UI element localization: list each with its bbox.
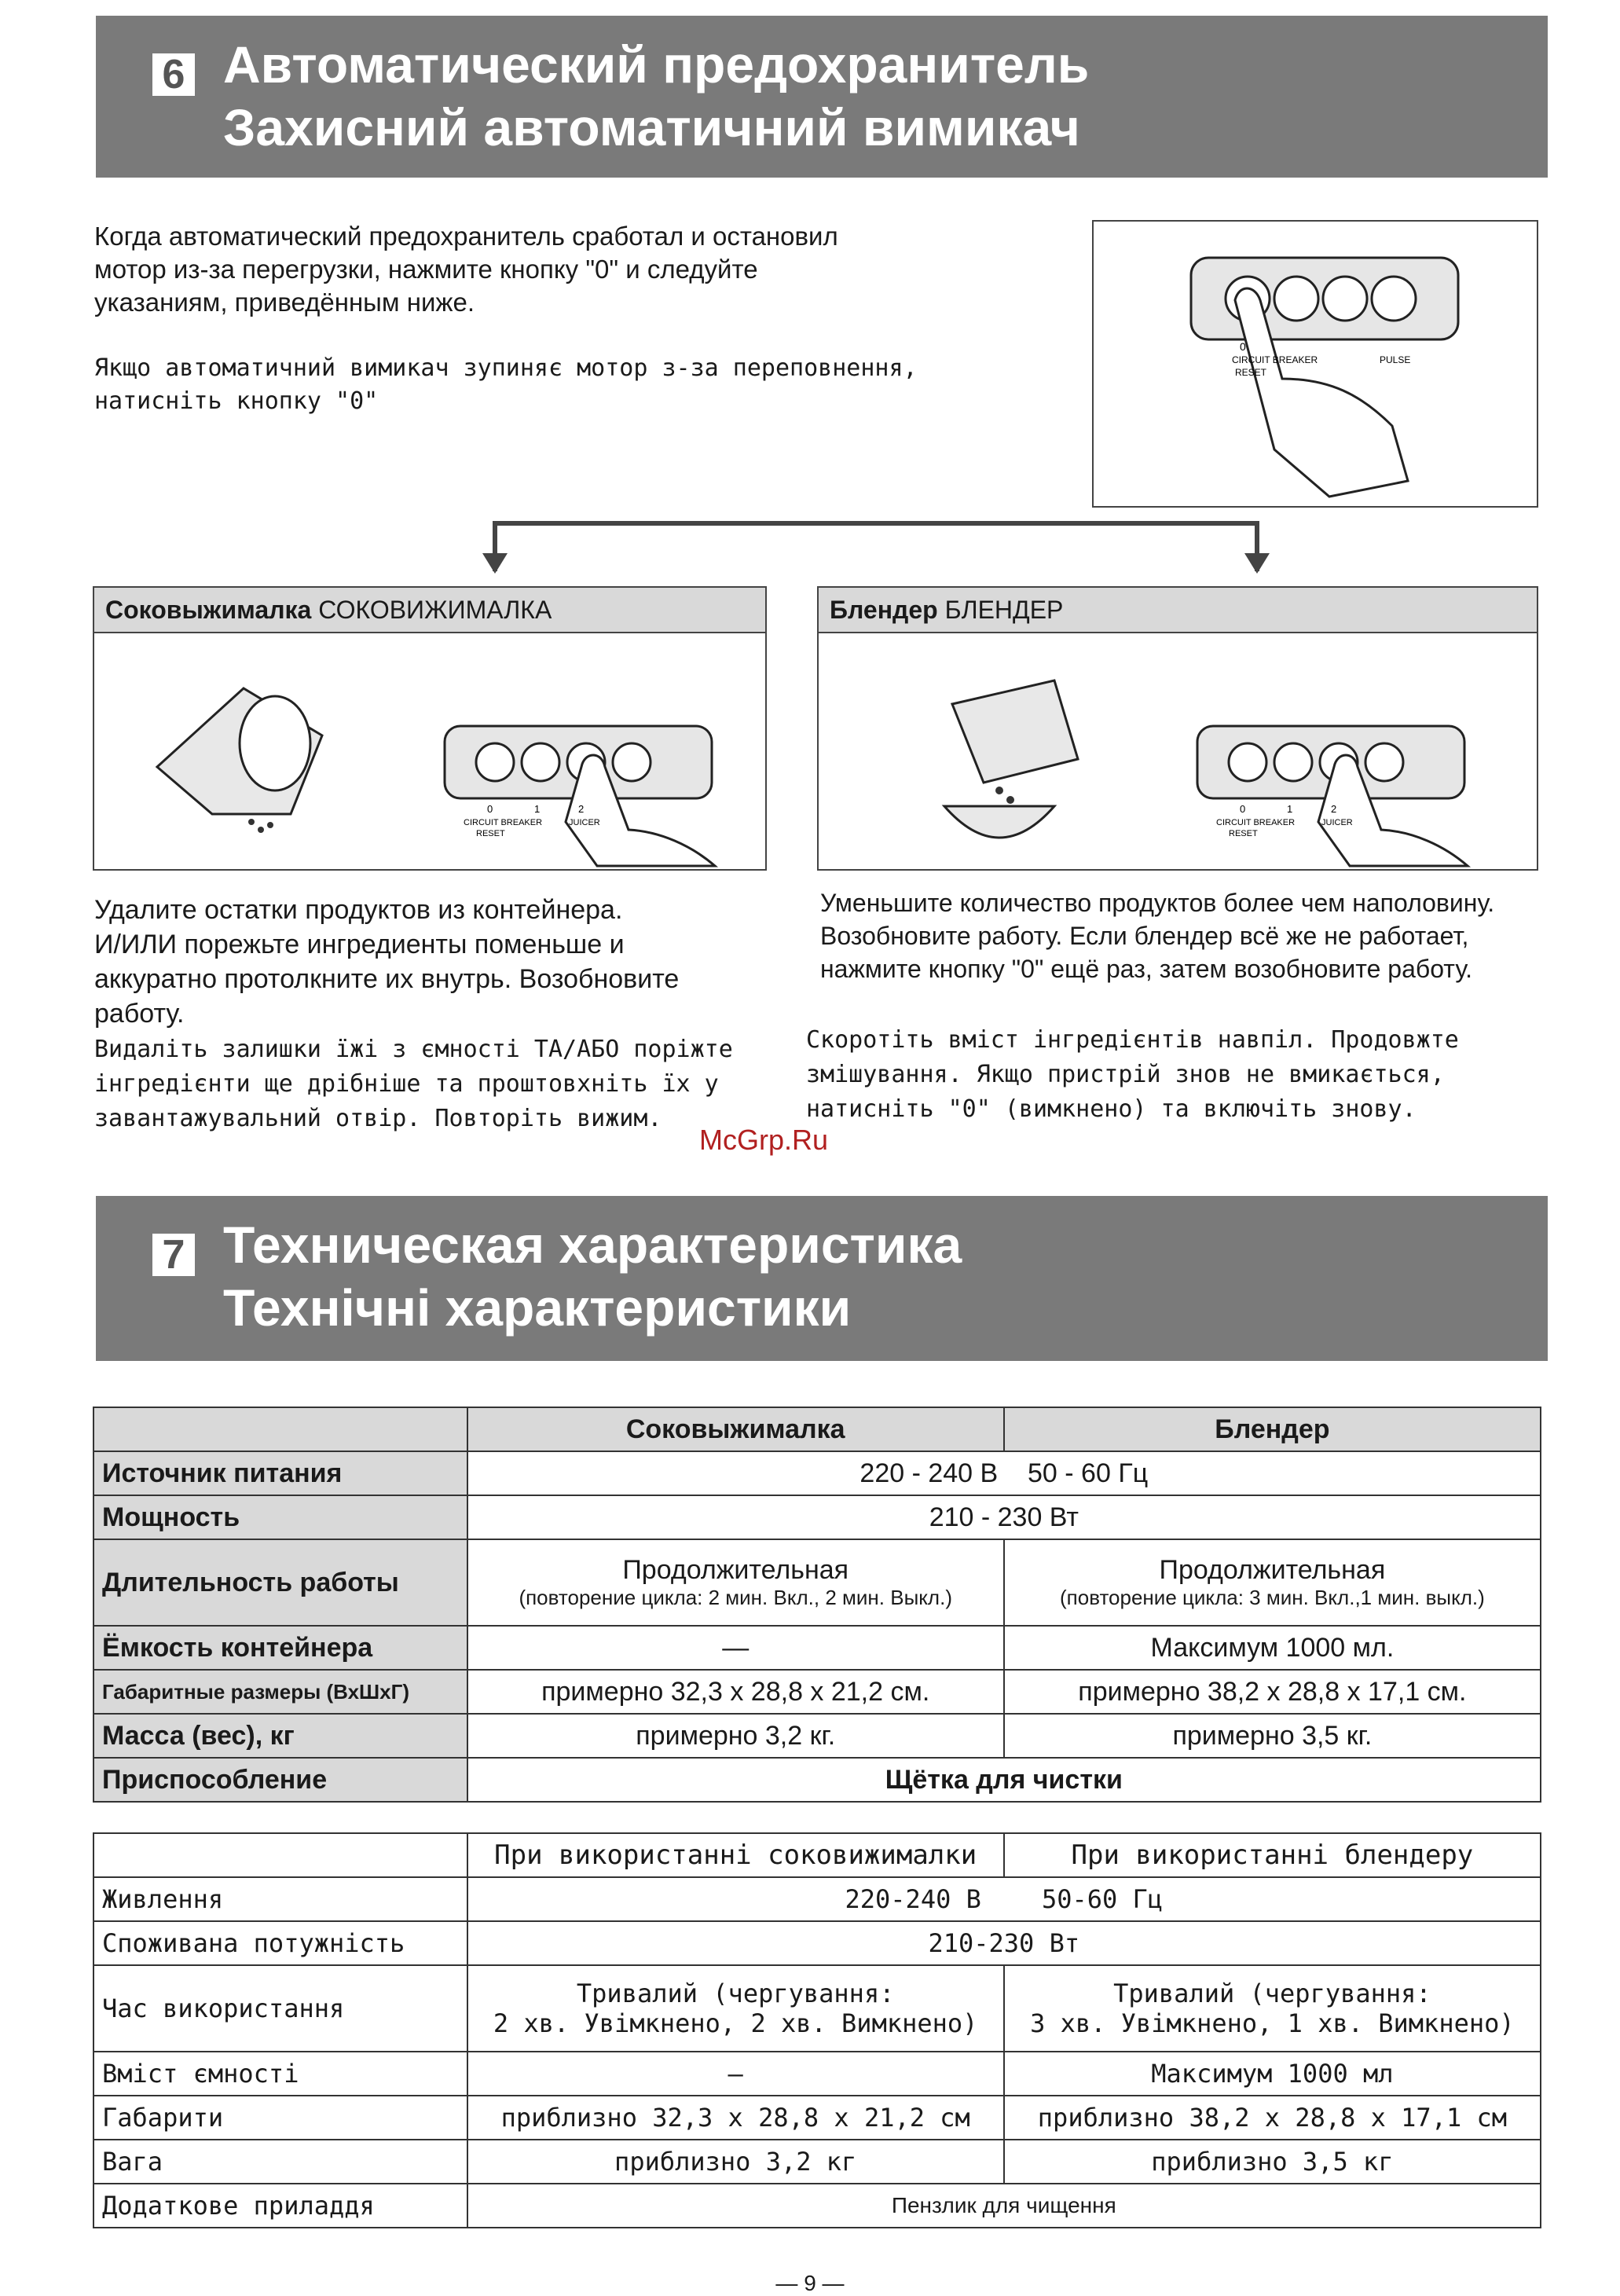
svg-text:0: 0	[1240, 803, 1246, 815]
section-title-ru: Техническая характеристика	[223, 1216, 962, 1274]
svg-text:JUICER: JUICER	[1321, 818, 1353, 827]
table-row: Споживана потужність 210-230 Вт	[93, 1921, 1541, 1965]
svg-text:CIRCUIT BREAKER: CIRCUIT BREAKER	[1232, 354, 1318, 365]
table-row: Живлення 220-240 В 50-60 Гц	[93, 1877, 1541, 1921]
blender-box-header: Блендер БЛЕНДЕР	[819, 588, 1537, 633]
juicer-box	[93, 586, 767, 871]
intro-ru: Когда автоматический предохранитель сработал и остановил мотор из-за перегрузки, нажмите кнопку "0" и следуйте указаниям, приведённым ниже.	[94, 222, 838, 317]
blender-text-ru: Уменьшите количество продуктов более чем наполовину. Возобновите работу. Если блендер всё же не работает, нажмите кнопку "0" ещё раз, затем возобновите работу.	[820, 889, 1495, 983]
table-row: Источник питания 220 - 240 В 50 - 60 Гц	[93, 1451, 1541, 1495]
table-row: Ёмкость контейнера — Максимум 1000 мл.	[93, 1626, 1541, 1670]
blender-box	[817, 586, 1538, 871]
section-title-ru: Автоматический предохранитель	[223, 35, 1090, 94]
table-header-row	[93, 1833, 1541, 1877]
section-title-uk: Захисний автоматичний вимикач	[223, 98, 1080, 156]
column-header: При використанні соковижималки	[467, 1833, 1004, 1877]
table-row: Масса (вес), кг примерно 3,2 кг. примерно 3,5 кг.	[93, 1714, 1541, 1758]
section-number: 7	[152, 1234, 195, 1276]
table-row: Длительность работы Продолжительная (повторение цикла: 2 мин. Вкл., 2 мин. Выкл.) Продолжительная (повторение цикла: 3 мин. Вкл.,1 мин. выкл.)	[93, 1539, 1541, 1626]
table-header-row	[93, 1407, 1541, 1451]
svg-text:RESET: RESET	[1229, 829, 1258, 838]
watermark: McGrp.Ru	[699, 1124, 829, 1156]
flow-arrows	[471, 512, 1288, 575]
page-number: — 9 —	[775, 2271, 845, 2295]
juicer-illustration	[94, 633, 765, 869]
svg-text:RESET: RESET	[1235, 367, 1267, 378]
section-7-banner	[96, 1196, 1548, 1361]
svg-text:1: 1	[1287, 803, 1293, 815]
table-row: Вміст ємності — Максимум 1000 мл	[93, 2052, 1541, 2096]
table-row: Приспособление Щётка для чистки	[93, 1758, 1541, 1802]
column-header: Блендер	[1004, 1407, 1541, 1451]
table-row: Час використання Тривалий (чергування: 2 хв. Увімкнено, 2 хв. Вимкнено) Тривалий (чергування: 3 хв. Увімкнено, 1 хв. Вимкнено)	[93, 1965, 1541, 2052]
spec-table-ru	[93, 1407, 1541, 1803]
spec-table-uk	[93, 1832, 1541, 2228]
juicer-text-ru: Удалите остатки продуктов из контейнера. И/ИЛИ порежьте ингредиенты поменьше и аккуратно протолкните их внутрь. Возобновите работу.	[94, 895, 680, 1029]
section-number: 6	[152, 53, 195, 96]
juicer-box-header: Соковыжималка СОКОВИЖИМАЛКА	[94, 588, 765, 633]
blender-text-uk: Скоротіть вміст інгредієнтів навпіл. Продовжте змішування. Якщо пристрій знов не вмикається, натисніть "0" (вимкнено) та включіть знову.	[806, 1026, 1459, 1123]
control-panel-illustration	[1092, 220, 1538, 508]
column-header: Соковыжималка	[467, 1407, 1004, 1451]
blender-illustration	[819, 633, 1537, 869]
svg-text:PULSE: PULSE	[1380, 354, 1411, 365]
svg-text:JUICER: JUICER	[569, 818, 600, 827]
svg-text:2: 2	[1331, 803, 1337, 815]
hand-pressing-button-icon	[1094, 222, 1537, 506]
table-row: Додаткове приладдя Пензлик для чищення	[93, 2184, 1541, 2228]
svg-text:CIRCUIT BREAKER: CIRCUIT BREAKER	[464, 818, 543, 827]
juicer-text-uk: Видаліть залишки їжі з ємності ТА/АБО поріжте інгредієнти ще дрібніше та проштовхніть їх у завантажувальний отвір. Повторіть вижим.	[94, 1036, 733, 1132]
section-title-uk: Технічні характеристики	[223, 1278, 852, 1337]
section-6-banner	[96, 16, 1548, 178]
table-row: Мощность 210 - 230 Вт	[93, 1495, 1541, 1539]
table-row: Вага приблизно 3,2 кг приблизно 3,5 кг	[93, 2140, 1541, 2184]
svg-text:RESET: RESET	[476, 829, 505, 838]
column-header: При використанні блендеру	[1004, 1833, 1541, 1877]
svg-text:2: 2	[578, 803, 585, 815]
svg-text:CIRCUIT BREAKER: CIRCUIT BREAKER	[1216, 818, 1296, 827]
intro-uk: Якщо автоматичний вимикач зупиняє мотор з-за переповнення, натисніть кнопку "0"	[94, 354, 918, 415]
svg-text:0: 0	[487, 803, 493, 815]
svg-text:1: 1	[534, 803, 541, 815]
table-row: Габаритные размеры (ВхШхГ) примерно 32,3 x 28,8 x 21,2 см. примерно 38,2 x 28,8 x 17,1 см.	[93, 1670, 1541, 1714]
svg-text:0: 0	[1240, 340, 1246, 353]
table-row: Габарити приблизно 32,3 x 28,8 x 21,2 см приблизно 38,2 x 28,8 x 17,1 см	[93, 2096, 1541, 2140]
